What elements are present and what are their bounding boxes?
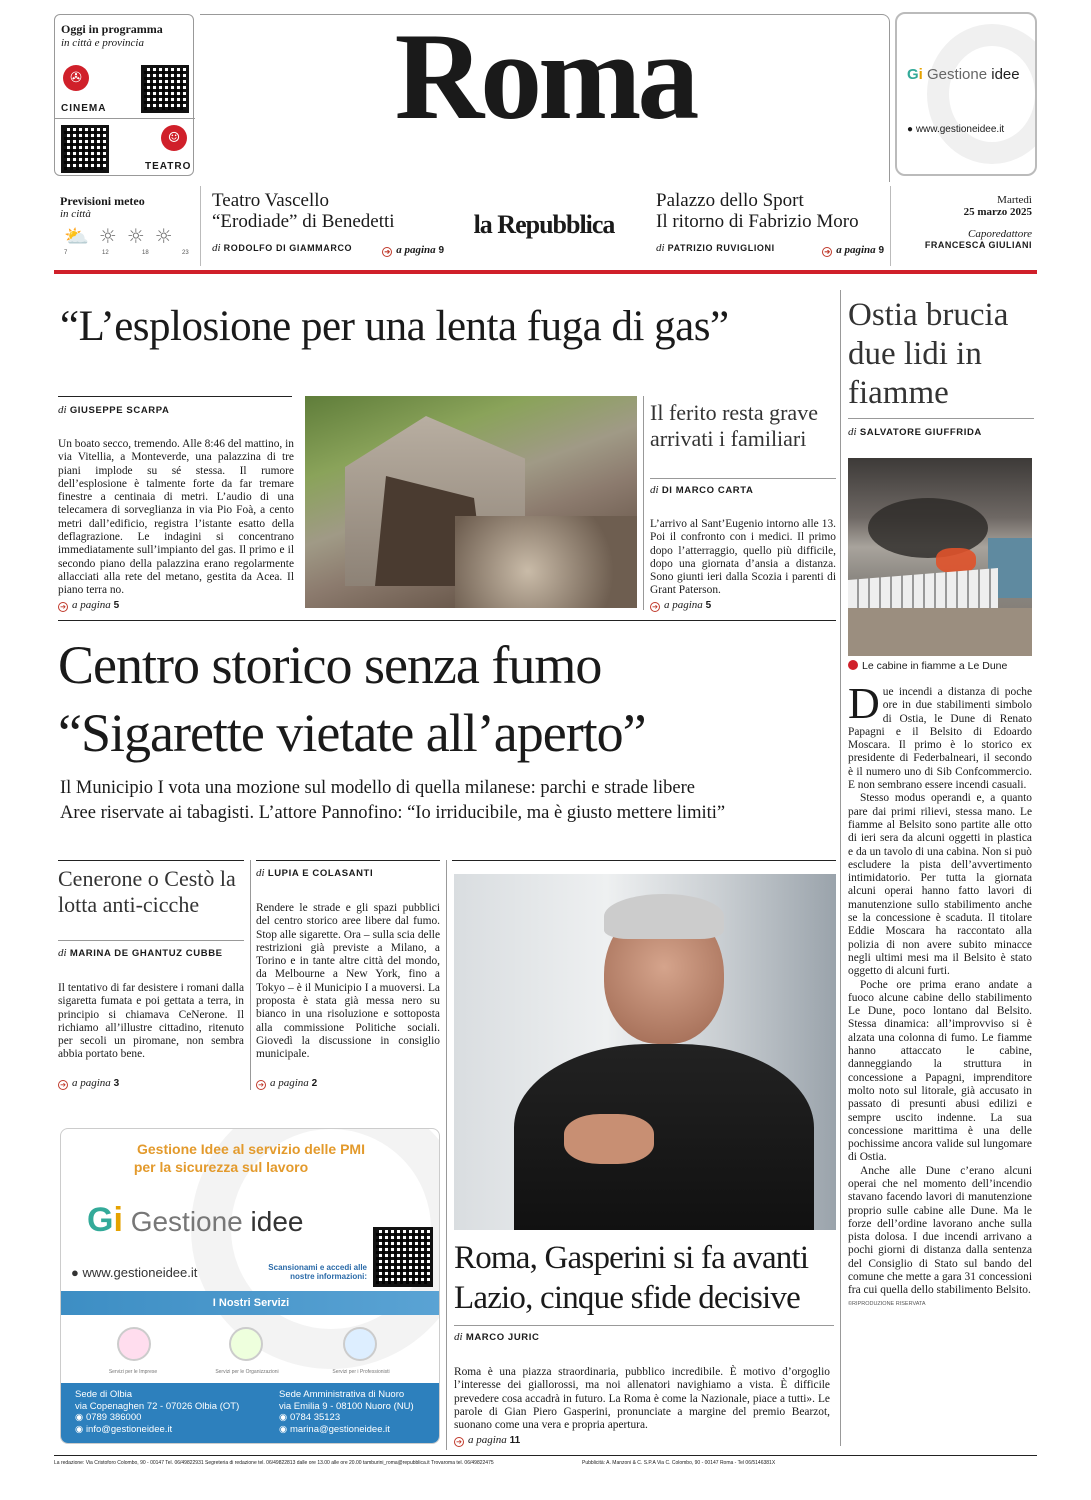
- story1-pageref[interactable]: ➔ a pagina 5: [58, 599, 119, 612]
- arrow-right-icon: ➔: [454, 1437, 464, 1447]
- sede1-addr: via Copenaghen 72 - 07026 Olbia (OT): [75, 1400, 240, 1412]
- sport-byline: di MARCO JURIC: [454, 1331, 540, 1343]
- repubblica-logo: la Repubblica: [473, 210, 615, 239]
- ad-service-3: Servizi per i Professionisti: [332, 1369, 390, 1375]
- arrow-right-icon: ➔: [58, 602, 68, 612]
- sede1-mail[interactable]: ◉ info@gestioneidee.it: [75, 1423, 173, 1435]
- gasperini-photo: [454, 874, 836, 1230]
- ad-url[interactable]: ● www.gestioneidee.it: [71, 1265, 198, 1280]
- teaser-vascello-byline: di RODOLFO DI GIAMMARCO ➔ a pagina 9: [212, 242, 444, 256]
- mail-icon: ◉: [75, 1423, 84, 1435]
- ad-brand-a: Gestione: [130, 1206, 243, 1237]
- ad-services-label: I Nostri Servizi: [212, 1297, 290, 1309]
- ostia-dropcap: D: [848, 679, 880, 728]
- arrow-right-icon: ➔: [650, 602, 660, 612]
- sede1-title: Sede di Olbia: [75, 1389, 133, 1400]
- sport-body: Roma è una piazza straordinaria, pubblico incredibile. È motivo d’orgoglio l’interesse dei giallorossi, ma noi allenatori navighiamo a vista. È difficile prevedere cosa accadrà in futuro. La Roma è come la Nazionale, piace a tutti». Le parole di Gian Piero Gasperini, pronunciate a margine del premio Bearzot, suonano come una vera e propria apertura.: [454, 1366, 830, 1432]
- qr-code-teatro[interactable]: [61, 125, 109, 173]
- cenerone-headline: Cenerone o Cestò la lotta anti-cicche: [58, 866, 236, 917]
- main-headline-2: “Sigarette vietate all’aperto”: [58, 703, 646, 763]
- date-day: Martedì: [997, 194, 1032, 206]
- arrow-right-icon: ➔: [382, 247, 392, 257]
- gi-logo-icon: G: [87, 1201, 114, 1239]
- programma-subtitle: in città e provincia: [61, 37, 144, 49]
- ostia-text: [848, 679, 1032, 1307]
- story2-headline: Il ferito resta grave arrivati i familiari: [650, 400, 818, 451]
- arrow-right-icon: ➔: [58, 1080, 68, 1090]
- ostia-copyright: ©RIPRODUZIONE RISERVATA: [848, 1300, 926, 1307]
- phone-icon: ◉: [75, 1412, 84, 1423]
- top-ad-brand-a: Gestione: [927, 66, 988, 83]
- story2-pageref[interactable]: ➔ a pagina 5: [650, 599, 711, 612]
- teaser-palazzo-byline: di PATRIZIO RUVIGLIONI ➔ a pagina 9: [656, 242, 884, 256]
- top-ad-logo: Gi Gestione idee: [907, 66, 1020, 83]
- ostia-p1: Due incendi a distanza di poche ore in due stabilimenti simbolo di Ostia, le Dune di Renato Papagni e il Belsito di Edoardo Moscara. Il primo è lo storico ex presidente di Federbalneari, il secondo è il numero uno di Sib Confcommercio. E non sembrano essere incendi casuali.: [848, 679, 1032, 792]
- date-box: [896, 194, 1032, 250]
- lupia-body: Rendere le strade e gli spazi pubblici del centro storico aree libere dal fumo. Stop alle sigarette. Ora – sulla scia delle restrizioni già previste a Milano, a Torino e in tante altre città del mondo, da Melbourne a New York, fino a Tokyo – è il Municipio I a muoversi. La proposta è stata già messa nero su bianco in una risoluzione e sottoposta alla commissione Politiche sociali. Giovedì la discussione in consiglio municipale.: [256, 902, 440, 1061]
- partly-cloudy-icon: ⛅: [64, 224, 99, 248]
- ad-tagline-1: Gestione Idee al servizio delle PMI: [137, 1141, 365, 1157]
- ad-qr-code[interactable]: [373, 1227, 433, 1287]
- camera-icon: [848, 660, 858, 670]
- ostia-headline: Ostia brucia due lidi in fiamme: [848, 297, 1009, 411]
- teaser-palazzo-title: Palazzo dello Sport: [656, 190, 804, 211]
- meteo-title: Previsioni meteo: [60, 194, 145, 208]
- top-ad-box[interactable]: [895, 12, 1037, 176]
- ostia-p2: Stesso modus operandi e, a quanto pare dai primi rilievi, stessa mano. Le fiamme al Belsito sono partite alle otto di ieri sera da alcuni oggetti in plastica e da un tavolo di una cabina. Non si può escludere la pista dell’avvertimento intimidatorio. Per tutta la giornata alcuni operai hanno fatto lavori di manutenzione sullo stabilimento anche se la concessione è scaduta. Il titolare Eddie Moscara ha raccontato alla polizia di non avere subito minacce negli ultimi mesi ma il Belsito è stato oggetto di alcuni furti.: [848, 792, 1032, 978]
- teaser-vascello[interactable]: [212, 190, 444, 254]
- explosion-photo: [305, 396, 637, 608]
- teaser-vascello-title: Teatro Vascello: [212, 190, 330, 211]
- globe-icon: ●: [907, 124, 914, 135]
- ad-contacts: [61, 1383, 440, 1444]
- gestione-idee-ad[interactable]: [60, 1128, 440, 1444]
- teaser-palazzo-subtitle: Il ritorno di Fabrizio Moro: [656, 211, 859, 232]
- ad-services-bar: [61, 1291, 440, 1315]
- ostia-fire-photo: [848, 458, 1032, 656]
- masthead-title: Roma: [394, 8, 696, 145]
- sun-icon: ☼: [98, 224, 127, 248]
- sport-pageref[interactable]: ➔ a pagina 11: [454, 1434, 520, 1447]
- sport-headline-1: Roma, Gasperini si fa avanti: [454, 1240, 809, 1276]
- ad-watermark-icon: [927, 24, 1037, 164]
- cenerone-pageref[interactable]: ➔ a pagina 3: [58, 1077, 119, 1090]
- ad-scan: Scansionami e accedi alle nostre informazioni:: [268, 1263, 367, 1281]
- editor-role: Caporedattore: [968, 228, 1032, 240]
- story1-body: Un boato secco, tremendo. Alle 8:46 del mattino, in via Vitellia, a Monteverde, una palazzina di tre piani implode su sé stessa. Il rumore dell’esplosione è talmente forte da far tremare finestre a centinaia di metri. L’audio di una telecamera di sorveglianza in via Pio Foà, a cento metri dall’edificio, registra l’istante esatto della deflagrazione. Le indagini si concentrano immediatamente sull’impianto del gas. Il primo e il secondo piano della palazzina erano regolarmente allacciati alla rete del metano, gestita da Acea. Il piano terra no.: [58, 438, 294, 597]
- ad-brand-b: idee: [250, 1206, 304, 1237]
- main-deck-1: Il Municipio I vota una mozione sul modello di quella milanese: parchi e strade libere: [60, 778, 695, 798]
- top-ad-url[interactable]: ● www.gestioneidee.it: [907, 124, 1005, 135]
- lupia-byline: di LUPIA E COLASANTI: [256, 867, 374, 879]
- sede2-tel[interactable]: ◉ 0784 35123: [279, 1412, 341, 1423]
- briefcase-icon: [117, 1327, 151, 1361]
- cinema-icon: ✇: [63, 65, 89, 91]
- story2-byline: di DI MARCO CARTA: [650, 484, 754, 496]
- gear-icon: [229, 1327, 263, 1361]
- date-date: 25 marzo 2025: [963, 206, 1032, 218]
- programma-title: Oggi in programma: [61, 22, 163, 36]
- cenerone-byline: di MARINA DE GHANTUZ CUBBE: [58, 947, 223, 959]
- ostia-byline: di SALVATORE GIUFFRIDA: [848, 426, 982, 438]
- teatro-icon: ☺: [161, 125, 187, 151]
- top-ad-brand-b: idee: [991, 66, 1020, 83]
- user-icon: [343, 1327, 377, 1361]
- lupia-pageref[interactable]: ➔ a pagina 2: [256, 1077, 317, 1090]
- ostia-caption: Le cabine in fiamme a Le Dune: [848, 660, 1007, 672]
- ad-service-1: Servizi per le Imprese: [108, 1369, 158, 1375]
- phone-icon: ◉: [279, 1412, 288, 1423]
- globe-icon: ●: [71, 1265, 79, 1280]
- programma-box: [54, 14, 194, 176]
- footer-redazione: La redazione: Via Cristoforo Colombo, 90 - 00147 Tel. 06/49822931 Segreteria di redazione tel. 06/49822813 dalle ore 13.00 alle ore 20.00 tamburini_roma@repubblica.it Trovaroma tel. 06/49822475: [54, 1460, 494, 1466]
- sun-icon: ☼: [154, 224, 183, 248]
- teatro-label: TEATRO: [145, 161, 192, 172]
- teaser-vascello-subtitle: “Erodiade” di Benedetti: [212, 211, 395, 232]
- story2-body: L’arrivo al Sant’Eugenio intorno alle 13. Poi il confronto con i medici. Il primo dopo l’atterraggio, quello più difficile, dopo una giornata d’ansia a distanza. Sono giunti ieri dalla Scozia i parenti di Grant Paterson.: [650, 518, 836, 597]
- arrow-right-icon: ➔: [822, 247, 832, 257]
- header-red-rule: [54, 270, 1037, 274]
- meteo-box: Previsioni meteo in città ⛅☼☼☼ 7 12 18 23: [54, 186, 194, 266]
- footer-pubblicita: Pubblicità: A. Manzoni & C. S.P.A Via C. Colombo, 90 - 00147 Roma - Tel 06/5146381X: [582, 1460, 776, 1466]
- teaser-palazzo[interactable]: [656, 190, 884, 254]
- cenerone-body: Il tentativo di far desistere i romani dalla sigaretta fumata e poi gettata a terra, in principio si chiamava CeNerone. Il richiamo all’illustre cittadino, ritenuto per secoli un piromane, non sembra abbia portato bene.: [58, 982, 244, 1061]
- story1-headline: “L’esplosione per una lenta fuga di gas”: [60, 303, 729, 350]
- meteo-subtitle: in città: [60, 208, 91, 220]
- ostia-p3: Poche ore prima erano andate a fuoco alcune cabine dello stabilimento Le Dune, poco lontano dal Belsito. Stessa dinamica: all’improvviso si è alzata una colonna di fumo. Le fiamme hanno attaccato le cabine, danneggiando la struttura in concessione a Papagni, imprenditore molto noto sul litorale, già accusato in passato di presunti abusi edilizi e sempre uscito indenne. La sua concessione marittima è una delle pochissime ancora valide sul lungomare di Ostia.: [848, 978, 1032, 1164]
- story1-byline: di GIUSEPPE SCARPA: [58, 404, 170, 416]
- ostia-p4: Anche alle Dune c’erano alcuni operai che nel momento dell’incendio stavano facendo lavori di manutenzione proprio sulle cabine alle Dune. Ma le forze dell’ordine lavorano anche sulla pista dolosa. I due incendi arrivano a pochi giorni di distanza dalla sentenza del Consiglio di Stato sul bando del comune che mette a gara 31 concessioni fra cui quella dello stabilimento Belsito.: [848, 1164, 1032, 1297]
- sede2-addr: via Emilia 9 - 08100 Nuoro (NU): [279, 1400, 414, 1412]
- arrow-right-icon: ➔: [256, 1080, 266, 1090]
- gi-logo-icon: G: [907, 66, 919, 83]
- editor-name: FRANCESCA GIULIANI: [924, 240, 1032, 250]
- cinema-label: CINEMA: [61, 103, 107, 114]
- sede1-tel[interactable]: ◉ 0789 386000: [75, 1412, 142, 1423]
- main-headline-1: Centro storico senza fumo: [58, 635, 602, 695]
- sede2-mail[interactable]: ◉ marina@gestioneidee.it: [279, 1423, 390, 1435]
- main-deck-2: Aree riservate ai tabagisti. L’attore Pannofino: “Io irriducibile, ma è giusto mettere limiti”: [60, 803, 726, 823]
- ad-tagline-2: per la sicurezza sul lavoro: [133, 1159, 309, 1175]
- ad-service-2: Servizi per le Organizzazioni: [215, 1369, 279, 1375]
- qr-code-cinema[interactable]: [141, 65, 189, 113]
- meteo-icons: [64, 224, 194, 248]
- mail-icon: ◉: [279, 1423, 288, 1435]
- sport-headline-2: Lazio, cinque sfide decisive: [454, 1280, 800, 1316]
- ad-logo: Gi Gestione idee: [87, 1201, 304, 1239]
- sun-icon: ☼: [126, 224, 155, 248]
- sede2-title: Sede Amministrativa di Nuoro: [279, 1389, 405, 1400]
